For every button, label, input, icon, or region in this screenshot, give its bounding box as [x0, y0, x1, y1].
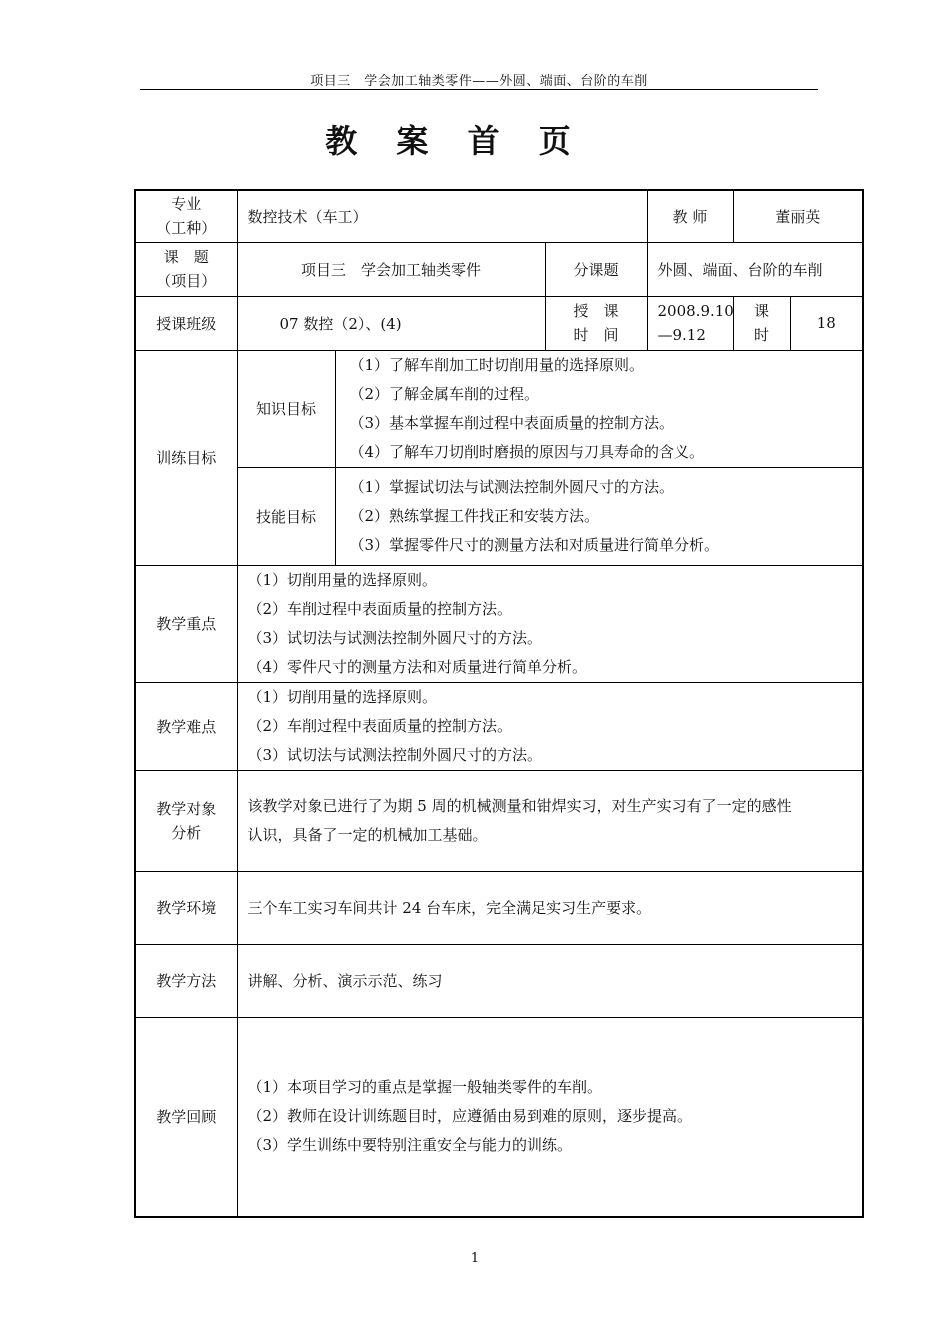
subtopic-value: 外圆、端面、台阶的车削	[647, 242, 863, 296]
row-review	[135, 1017, 863, 1217]
topic-label-sub: （项目）	[156, 272, 217, 290]
topic-value: 项目三 学会加工轴类零件	[237, 242, 545, 296]
audience-label-sub: 分析	[171, 823, 202, 842]
row-class	[135, 296, 863, 350]
subtopic-label: 分课题	[545, 242, 647, 296]
time-label: 授 课	[573, 302, 619, 320]
teacher-label: 教 师	[647, 190, 733, 242]
key-points-label: 教学重点	[135, 565, 237, 682]
list-item: （4）了解车刀切削时磨损的原因与刀具寿命的含义。	[349, 442, 705, 461]
page-number: 1	[470, 1251, 480, 1266]
list-item: （3）学生训练中要特别注重安全与能力的训练。	[247, 1136, 573, 1155]
row-skill	[135, 467, 863, 565]
list-item: （3）试切法与试测法控制外圆尺寸的方法。	[247, 745, 543, 764]
list-item: （1）本项目学习的重点是掌握一般轴类零件的车削。	[247, 1078, 603, 1097]
row-method	[135, 944, 863, 1017]
audience-text	[237, 770, 863, 871]
page-title: 教 案 首 页	[325, 122, 585, 160]
class-value: 07 数控（2）、(4)	[237, 296, 545, 350]
list-item: （1）切削用量的选择原则。	[247, 687, 438, 706]
skill-label: 技能目标	[237, 467, 335, 565]
method-text: 讲解、分析、演示示范、练习	[237, 944, 863, 1017]
list-item: （3）试切法与试测法控制外圆尺寸的方法。	[247, 628, 543, 647]
knowledge-label: 知识目标	[237, 350, 335, 467]
teacher-value: 董丽英	[733, 190, 863, 242]
major-value: 数控技术（车工）	[237, 190, 647, 242]
difficulties-label: 教学难点	[135, 682, 237, 770]
time-label-cell	[545, 296, 647, 350]
time-value-start: 2008.9.10	[657, 302, 734, 320]
list-item: （1）了解车削加工时切削用量的选择原则。	[349, 355, 645, 374]
major-label-cell	[135, 190, 237, 242]
header-rule	[140, 89, 818, 90]
audience-label-cell	[135, 770, 237, 871]
row-environment	[135, 871, 863, 944]
major-label: 专业	[171, 195, 202, 214]
row-audience	[135, 770, 863, 871]
text-line: 认识，具备了一定的机械加工基础。	[247, 825, 488, 844]
list-item: （2）车削过程中表面质量的控制方法。	[247, 716, 513, 735]
difficulties-list	[237, 682, 863, 770]
review-label: 教学回顾	[135, 1017, 237, 1217]
knowledge-list	[335, 350, 863, 467]
topic-label-cell	[135, 242, 237, 296]
time-value-end: —9.12	[657, 326, 706, 344]
row-major	[135, 190, 863, 242]
row-knowledge	[135, 350, 863, 467]
list-item: （1）掌握试切法与试测法控制外圆尺寸的方法。	[349, 477, 675, 496]
training-label: 训练目标	[135, 350, 237, 565]
skill-list	[335, 467, 863, 565]
lesson-plan-table	[134, 189, 864, 1218]
time-value-cell	[647, 296, 733, 350]
row-topic	[135, 242, 863, 296]
audience-label: 教学对象	[156, 799, 217, 818]
hours-label-cell	[733, 296, 790, 350]
hours-label-sub: 时	[753, 326, 769, 344]
environment-text: 三个车工实习车间共计 24 台车床，完全满足实习生产要求。	[237, 871, 863, 944]
time-label-sub: 时 间	[573, 326, 619, 344]
class-label: 授课班级	[135, 296, 237, 350]
list-item: （2）教师在设计训练题目时，应遵循由易到难的原则，逐步提高。	[247, 1107, 693, 1126]
list-item: （2）了解金属车削的过程。	[349, 384, 540, 403]
running-header: 项目三 学会加工轴类零件——外圆、端面、台阶的车削	[310, 74, 648, 89]
environment-label: 教学环境	[135, 871, 237, 944]
topic-label: 课 题	[163, 248, 209, 266]
row-difficulties	[135, 682, 863, 770]
list-item: （1）切削用量的选择原则。	[247, 570, 438, 589]
method-label: 教学方法	[135, 944, 237, 1017]
list-item: （2）车削过程中表面质量的控制方法。	[247, 599, 513, 618]
list-item: （4）零件尺寸的测量方法和对质量进行简单分析。	[247, 657, 588, 676]
row-key-points	[135, 565, 863, 682]
hours-label: 课	[753, 302, 769, 320]
hours-value: 18	[790, 296, 863, 350]
key-points-list	[237, 565, 863, 682]
major-label-sub: （工种）	[156, 219, 217, 238]
list-item: （3）掌握零件尺寸的测量方法和对质量进行简单分析。	[349, 535, 720, 554]
list-item: （2）熟练掌握工件找正和安装方法。	[349, 506, 600, 525]
list-item: （3）基本掌握车削过程中表面质量的控制方法。	[349, 413, 675, 432]
review-list	[237, 1017, 863, 1217]
text-line: 该教学对象已进行了为期 5 周的机械测量和钳焊实习，对生产实习有了一定的感性	[247, 796, 792, 815]
